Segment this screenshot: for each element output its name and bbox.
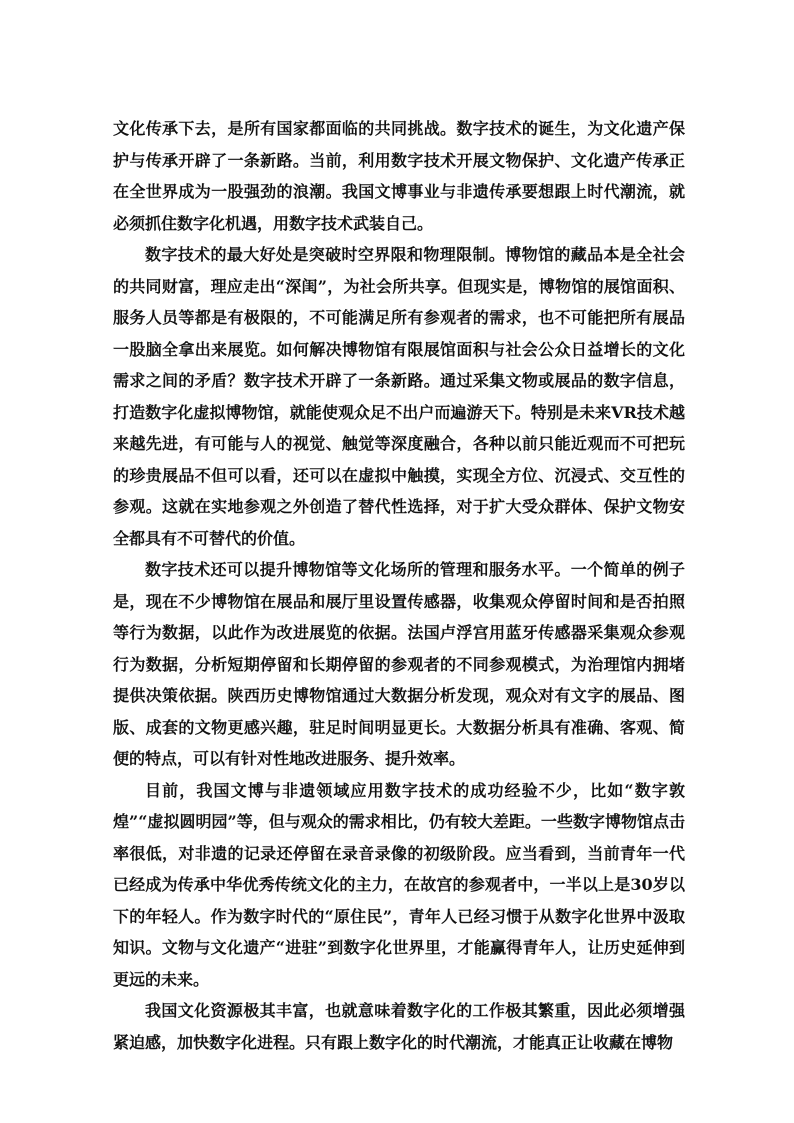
article-body <box>113 113 685 1058</box>
paragraph-3: 数字技术还可以提升博物馆等文化场所的管理和服务水平。一个简单的例子是，现在不少博物馆在展品和展厅里设置传感器，收集观众停留时间和是否拍照等行为数据，以此作为改进展览的依据。法国卢浮宫用蓝牙传感器采集观众参观行为数据，分析短期停留和长期停留的参观者的不同参观模式，为治理馆内拥堵提供决策依据。陕西历史博物馆通过大数据分析发现，观众对有文字的展品、图版、成套的文物更感兴趣，驻足时间明显更长。大数据分析具有准确、客观、简便的特点，可以有针对性地改进服务、提升效率。 <box>113 560 685 768</box>
paragraph-4: 目前，我国文博与非遗领域应用数字技术的成功经验不少，比如“数字敦煌”“虚拟圆明园”等，但与观众的需求相比，仍有较大差距。一些数字博物馆点击率很低，对非遗的记录还停留在录音录像的初级阶段。应当看到，当前青年一代已经成为传承中华优秀传统文化的主力，在故宫的参观者中，一半以上是30岁以下的年轻人。作为数字时代的“原住民”，青年人已经习惯于从数字化世界中汲取知识。文物与文化遗产“进驻”到数字化世界里，才能赢得青年人，让历史延伸到更远的未来。 <box>113 780 685 989</box>
paragraph-2: 数字技术的最大好处是突破时空界限和物理限制。博物馆的藏品本是全社会的共同财富，理应走出“深闺”，为社会所共享。但现实是，博物馆的展馆面积、服务人员等都是有极限的，不可能满足所有参观者的需求，也不可能把所有展品一股脑全拿出来展览。如何解决博物馆有限展馆面积与社会公众日益增长的文化需求之间的矛盾？数字技术开辟了一条新路。通过采集文物或展品的数字信息，打造数字化虚拟博物馆，就能使观众足不出户而遍游天下。特别是未来VR技术越来越先进，有可能与人的视觉、触觉等深度融合，各种以前只能近观而不可把玩的珍贵展品不但可以看，还可以在虚拟中触摸，实现全方位、沉浸式、交互性的参观。这就在实地参观之外创造了替代性选择，对于扩大受众群体、保护文物安全都具有不可替代的价值。 <box>113 245 685 548</box>
paragraph-5: 我国文化资源极其丰富，也就意味着数字化的工作极其繁重，因此必须增强紧迫感，加快数字化进程。只有跟上数字化的时代潮流，才能真正让收藏在博物 <box>113 1001 685 1052</box>
paragraph-1: 文化传承下去，是所有国家都面临的共同挑战。数字技术的诞生，为文化遗产保护与传承开辟了一条新路。当前，利用数字技术开展文物保护、文化遗产传承正在全世界成为一股强劲的浪潮。我国文博事业与非遗传承要想跟上时代潮流，就必须抓住数字化机遇，用数字技术武装自己。 <box>113 119 685 233</box>
